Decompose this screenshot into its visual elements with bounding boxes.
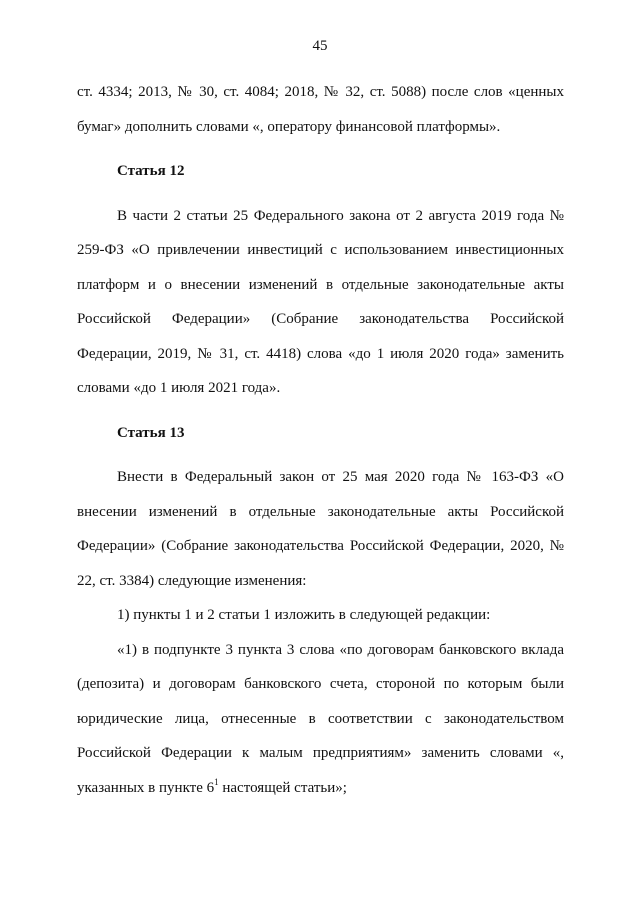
- article-13-item-1: 1) пункты 1 и 2 статьи 1 изложить в следующей редакции:: [117, 607, 491, 623]
- article-13-quoted-item: [77, 633, 564, 806]
- article-13-heading: Статья 13: [117, 424, 185, 441]
- article-12-text: В части 2 статьи 25 Федерального закона от 2 августа 2019 года № 259-ФЗ «О привлечении инвестиций с использованием инвестиционных платформ и о внесении изменений в отдельные законодательные акты Российской Федерации» (Собрание законодательства Российской Федерации, 2019, № 31, ст. 4418) слова «до 1 июля 2020 года» заменить словами «до 1 июля 2021 года».: [77, 207, 564, 396]
- quoted-item-tail: настоящей статьи»;: [218, 779, 347, 796]
- page-number: 45: [312, 38, 328, 54]
- article-12-heading: Статья 12: [117, 163, 185, 179]
- document-body: [77, 75, 564, 805]
- quoted-item-text: «1) в подпункте 3 пункта 3 слова «по договорам банковского вклада (депозита) и договорам банковского счета, стороной по которым были юридические лица, отнесенные в соответствии с законодательством Российской Федерации к малым предприятиям» заменить словами «, указанных в пункте 6: [77, 641, 564, 796]
- paragraph-continuation: ст. 4334; 2013, № 30, ст. 4084; 2018, № 32, ст. 5088) после слов «ценных бумаг» дополнить словами «, оператору финансовой платформы».: [77, 84, 564, 135]
- article-13-text: Внести в Федеральный закон от 25 мая 2020 года № 163-ФЗ «О внесении изменений в отдельные законодательные акты Российской Федерации» (Собрание законодательства Российской Федерации, 2020, № 22, ст. 3384) следующие изменения:: [77, 469, 564, 589]
- superscript-index: 1: [214, 776, 219, 787]
